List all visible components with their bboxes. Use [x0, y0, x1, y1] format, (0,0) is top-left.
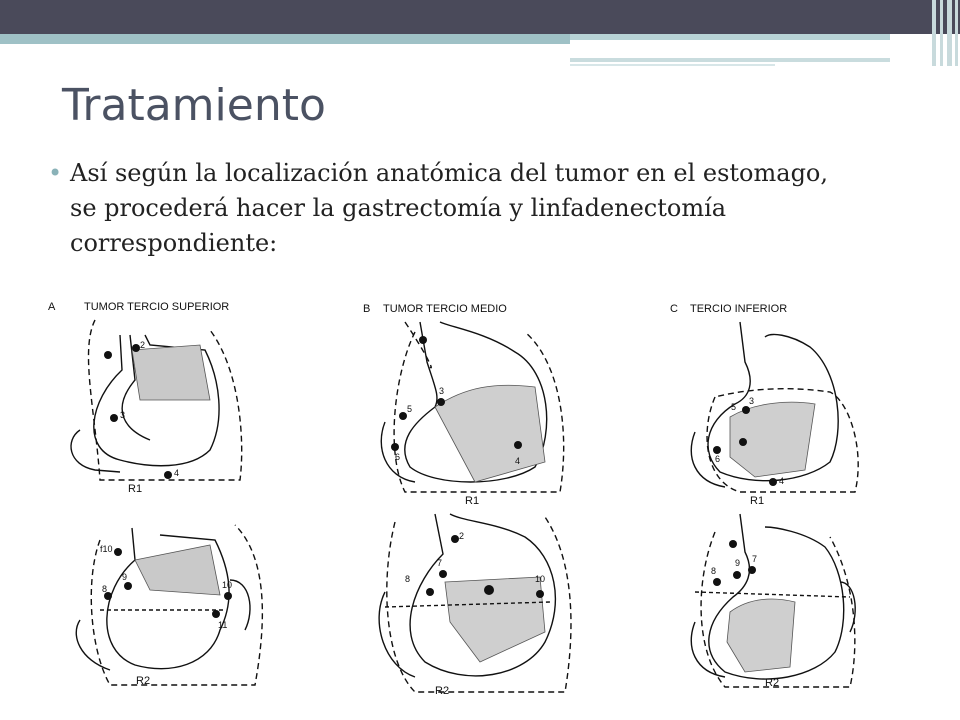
svg-text:2: 2 [140, 340, 146, 350]
svg-text:11: 11 [218, 620, 228, 630]
figure-c-r1-diagram [691, 322, 858, 492]
figure-b-r2-label: R2 [435, 685, 450, 697]
figure-a-r1-label: R1 [128, 483, 143, 495]
header-accent-stripe-2 [570, 34, 890, 40]
svg-text:5: 5 [407, 404, 413, 414]
figure-b-r1-label: R1 [465, 495, 480, 507]
figure-b [355, 292, 580, 702]
header-accent-stripe [0, 34, 570, 44]
svg-text:9: 9 [122, 572, 128, 582]
figure-a-r1-diagram [71, 320, 242, 480]
bullet-item [48, 156, 848, 261]
header-accent-line-2 [570, 64, 775, 66]
svg-text:9: 9 [735, 558, 741, 568]
figure-a [40, 290, 285, 695]
header-vertical-stripes [930, 0, 960, 66]
figure-b-letter: B [363, 303, 371, 315]
svg-text:3: 3 [120, 410, 126, 420]
svg-text:4: 4 [779, 476, 785, 486]
svg-text:3: 3 [749, 396, 755, 406]
figure-a-r2-label: R2 [136, 675, 151, 687]
figure-a-caption: TUMOR TERCIO SUPERIOR [84, 301, 230, 313]
figure-c-r2-label: R2 [765, 677, 780, 689]
figure-b-caption: TUMOR TERCIO MEDIO [383, 303, 507, 315]
svg-text:6: 6 [715, 454, 721, 464]
figure-c-r1-label: R1 [750, 495, 765, 507]
figure-a-letter: A [48, 301, 56, 313]
header-bar [0, 0, 960, 34]
svg-text:3: 3 [439, 386, 445, 396]
figure-c-caption: TERCIO INFERIOR [690, 303, 788, 315]
svg-text:5: 5 [731, 402, 737, 412]
svg-text:f10: f10 [100, 544, 113, 554]
svg-text:10: 10 [535, 574, 546, 584]
svg-text:7: 7 [752, 554, 758, 564]
figure-c [655, 292, 880, 702]
svg-text:6: 6 [395, 452, 401, 462]
header-accent-line [570, 58, 890, 62]
svg-text:7: 7 [437, 558, 443, 568]
bullet-dot: • [48, 159, 63, 187]
svg-text:8: 8 [102, 584, 108, 594]
svg-text:4: 4 [515, 456, 521, 466]
svg-text:2: 2 [459, 531, 465, 541]
bullet-text: Así según la localización anatómica del tumor en el estomago, se procederá hacer la gastrectomía y linfadenectomía correspondiente: [70, 159, 829, 257]
svg-text:4: 4 [174, 468, 180, 478]
svg-text:10: 10 [222, 580, 233, 590]
figure-c-r2-diagram [691, 514, 855, 687]
svg-text:8: 8 [711, 566, 717, 576]
slide-title: Tratamiento [62, 80, 326, 131]
figure-b-r2-diagram [379, 514, 571, 692]
figure-c-letter: C [670, 303, 678, 315]
svg-text:8: 8 [405, 574, 411, 584]
